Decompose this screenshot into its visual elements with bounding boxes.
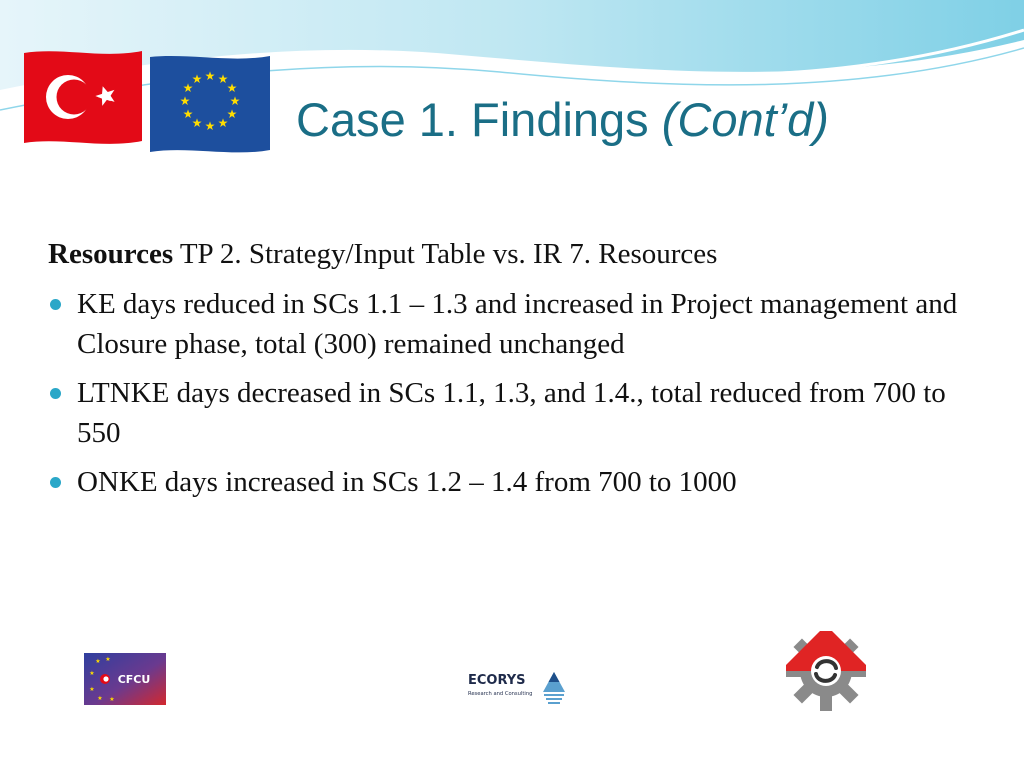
bullet-item — [48, 373, 968, 453]
svg-text:★: ★ — [182, 81, 194, 95]
svg-text:★: ★ — [204, 119, 216, 133]
bullet-text: ONKE days increased in SCs 1.2 – 1.4 from 700 to 1000 — [77, 466, 737, 498]
heading-bold: Resources — [48, 238, 174, 270]
svg-text:★: ★ — [217, 72, 229, 86]
bullet-item — [48, 284, 968, 364]
svg-text:★: ★ — [97, 695, 103, 702]
svg-text:★: ★ — [89, 686, 95, 693]
svg-text:★: ★ — [89, 670, 95, 677]
title-italic: (Cont’d) — [661, 93, 829, 146]
svg-text:Research and Consulting: Research and Consulting — [468, 691, 533, 697]
bullet-item — [48, 462, 968, 502]
svg-text:★: ★ — [217, 116, 229, 130]
svg-text:★: ★ — [229, 94, 241, 108]
svg-text:★: ★ — [226, 107, 238, 121]
bullet-text: LTNKE days decreased in SCs 1.1, 1.3, and 1.4., total reduced from 700 to 550 — [77, 377, 946, 449]
svg-text:★: ★ — [182, 107, 194, 121]
bullet-text: KE days reduced in SCs 1.1 – 1.3 and increased in Project management and Closure phase, total (300) remained unchanged — [77, 288, 958, 360]
bullet-dot-icon — [50, 477, 61, 488]
svg-text:★: ★ — [109, 696, 115, 703]
title-main: Case 1. Findings — [296, 93, 662, 146]
svg-text:★: ★ — [226, 81, 238, 95]
heading-rest: TP 2. Strategy/Input Table vs. IR 7. Resources — [173, 238, 718, 270]
svg-text:CFCU: CFCU — [117, 673, 151, 686]
svg-text:★: ★ — [179, 94, 191, 108]
turkey-flag-icon — [22, 47, 144, 147]
svg-text:ECORYS: ECORYS — [468, 673, 526, 688]
svg-text:★: ★ — [191, 116, 203, 130]
ecorys-logo — [464, 662, 570, 708]
svg-text:★: ★ — [204, 69, 216, 83]
resources-heading — [48, 234, 968, 274]
svg-text:★: ★ — [95, 658, 101, 665]
eu-flag-icon — [148, 53, 272, 155]
bullet-dot-icon — [50, 299, 61, 310]
bullet-dot-icon — [50, 388, 61, 399]
cfcu-logo — [84, 653, 166, 705]
svg-text:★: ★ — [105, 656, 111, 663]
bullet-list — [48, 284, 968, 502]
gear-logo — [777, 630, 875, 712]
slide-title — [296, 92, 829, 147]
slide-body — [48, 234, 968, 511]
svg-text:★: ★ — [191, 72, 203, 86]
